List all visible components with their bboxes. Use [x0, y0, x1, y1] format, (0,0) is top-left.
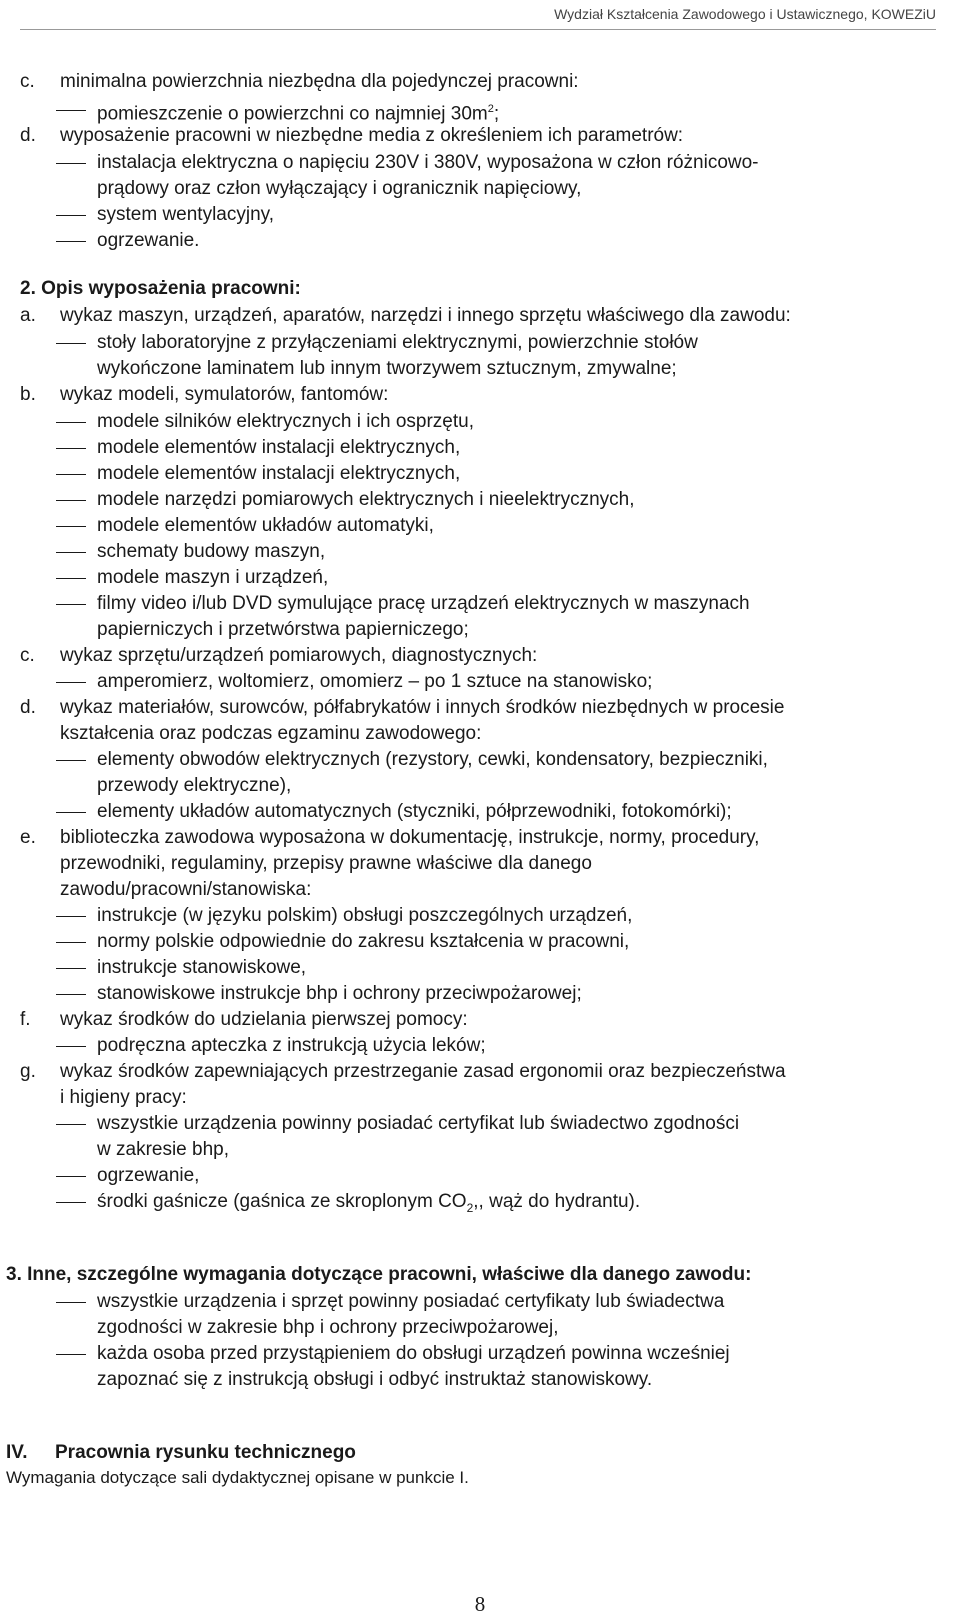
list-item-continuation: wykończone laminatem lub innym tworzywem sztucznym, zmywalne;: [97, 358, 677, 379]
list-marker: e.: [20, 827, 36, 848]
dash-bullet: [56, 604, 86, 605]
list-item: instalacja elektryczna o napięciu 230V i 380V, wyposażona w człon różnicowo-: [97, 152, 759, 173]
page-number: 8: [474, 1592, 486, 1616]
list-item-title: wykaz maszyn, urządzeń, aparatów, narzędzi i innego sprzętu właściwego dla zawodu:: [60, 305, 791, 326]
list-marker: f.: [20, 1009, 31, 1030]
dash-bullet: [56, 1046, 86, 1047]
list-item-continuation: prądowy oraz człon wyłączający i ogranicznik napięciowy,: [97, 178, 582, 199]
list-item-continuation: papierniczych i przetwórstwa papierniczego;: [97, 619, 469, 640]
dash-bullet: [56, 1354, 86, 1355]
list-item: modele maszyn i urządzeń,: [97, 567, 329, 588]
dash-bullet: [56, 500, 86, 501]
list-item: stoły laboratoryjne z przyłączeniami elektrycznymi, powierzchnie stołów: [97, 332, 698, 353]
list-item: amperomierz, woltomierz, omomierz – po 1 sztuce na stanowisko;: [97, 671, 653, 692]
list-item: instrukcje (w języku polskim) obsługi poszczególnych urządzeń,: [97, 905, 633, 926]
list-marker: b.: [20, 384, 36, 405]
section-text: Wymagania dotyczące sali dydaktycznej opisane w punkcie I.: [6, 1468, 469, 1487]
dash-bullet: [56, 578, 86, 579]
list-item-continuation: zapoznać się z instrukcją obsługi i odbyć instruktaż stanowiskowy.: [97, 1369, 653, 1390]
dash-bullet: [56, 110, 86, 111]
dash-bullet: [56, 241, 86, 242]
list-item: podręczna apteczka z instrukcją użycia leków;: [97, 1035, 486, 1056]
dash-bullet: [56, 215, 86, 216]
list-item: modele elementów instalacji elektrycznych,: [97, 463, 461, 484]
dash-bullet: [56, 1124, 86, 1125]
list-marker: g.: [20, 1061, 36, 1082]
list-item: środki gaśnicze (gaśnica ze skroplonym $CO_2$,, wąż do hydrantu).: [97, 1191, 641, 1215]
list-item: wszystkie urządzenia powinny posiadać certyfikat lub świadectwo zgodności: [97, 1113, 740, 1134]
dash-bullet: [56, 1176, 86, 1177]
dash-bullet: [56, 942, 86, 943]
dash-bullet: [56, 163, 86, 164]
list-item: elementy obwodów elektrycznych (rezystory, cewki, kondensatory, bezpieczniki,: [97, 749, 768, 770]
dash-bullet: [56, 968, 86, 969]
list-item-title-continuation: zawodu/pracowni/stanowiska:: [60, 879, 312, 900]
list-item-continuation: przewody elektryczne),: [97, 775, 292, 796]
list-item-title-continuation: kształcenia oraz podczas egzaminu zawodowego:: [60, 723, 482, 744]
list-item: filmy video i/lub DVD symulujące pracę urządzeń elektrycznych w maszynach: [97, 593, 750, 614]
list-item: instrukcje stanowiskowe,: [97, 957, 307, 978]
list-item-title-continuation: i higieny pracy:: [60, 1087, 187, 1108]
dash-bullet: [56, 994, 86, 995]
list-item-title: wykaz materiałów, surowców, półfabrykatów i innych środków niezbędnych w procesie: [60, 697, 785, 718]
list-item: system wentylacyjny,: [97, 204, 275, 225]
list-item: schematy budowy maszyn,: [97, 541, 326, 562]
section-number: IV.: [6, 1442, 28, 1463]
dash-bullet: [56, 448, 86, 449]
page-header: Wydział Kształcenia Zawodowego i Ustawicznego, KOWEZiU: [554, 6, 936, 22]
list-marker: c.: [20, 645, 35, 666]
dash-bullet: [56, 552, 86, 553]
list-item: ogrzewanie.: [97, 230, 200, 251]
list-marker: c.: [20, 71, 35, 92]
section-heading: 2. Opis wyposażenia pracowni:: [20, 278, 301, 299]
list-item: normy polskie odpowiednie do zakresu kształcenia w pracowni,: [97, 931, 630, 952]
list-item: modele narzędzi pomiarowych elektrycznych i nieelektrycznych,: [97, 489, 635, 510]
dash-bullet: [56, 916, 86, 917]
list-item-title: minimalna powierzchnia niezbędna dla pojedynczej pracowni:: [60, 71, 579, 92]
list-marker: d.: [20, 697, 36, 718]
dash-bullet: [56, 682, 86, 683]
list-item: ogrzewanie,: [97, 1165, 200, 1186]
dash-bullet: [56, 760, 86, 761]
list-item: elementy układów automatycznych (styczniki, półprzewodniki, fotokomórki);: [97, 801, 732, 822]
dash-bullet: [56, 812, 86, 813]
list-item-continuation: w zakresie bhp,: [97, 1139, 230, 1160]
section-heading: 3. Inne, szczególne wymagania dotyczące pracowni, właściwe dla danego zawodu:: [6, 1264, 752, 1285]
dash-bullet: [56, 343, 86, 344]
list-item: każda osoba przed przystąpieniem do obsługi urządzeń powinna wcześniej: [97, 1343, 730, 1364]
list-item-title: wykaz środków do udzielania pierwszej pomocy:: [60, 1009, 468, 1030]
list-item-title-continuation: przewodniki, regulaminy, przepisy prawne właściwe dla danego: [60, 853, 592, 874]
list-item-title: biblioteczka zawodowa wyposażona w dokumentację, instrukcje, normy, procedury,: [60, 827, 760, 848]
list-item-title: wykaz sprzętu/urządzeń pomiarowych, diagnostycznych:: [60, 645, 538, 666]
dash-bullet: [56, 1202, 86, 1203]
list-item-title: wyposażenie pracowni w niezbędne media z określeniem ich parametrów:: [60, 125, 684, 146]
list-item: modele elementów układów automatyki,: [97, 515, 434, 536]
list-marker: d.: [20, 125, 36, 146]
list-marker: a.: [20, 305, 36, 326]
list-item: stanowiskowe instrukcje bhp i ochrony przeciwpożarowej;: [97, 983, 582, 1004]
list-item-title: wykaz środków zapewniających przestrzeganie zasad ergonomii oraz bezpieczeństwa: [60, 1061, 786, 1082]
list-item: modele silników elektrycznych i ich osprzętu,: [97, 411, 474, 432]
list-item-title: wykaz modeli, symulatorów, fantomów:: [60, 384, 389, 405]
list-item: pomieszczenie o powierzchni co najmniej $30m^2$;: [97, 103, 500, 125]
dash-bullet: [56, 1302, 86, 1303]
list-item: modele elementów instalacji elektrycznych,: [97, 437, 461, 458]
list-item: wszystkie urządzenia i sprzęt powinny posiadać certyfikaty lub świadectwa: [97, 1291, 725, 1312]
header-divider: [20, 29, 936, 30]
dash-bullet: [56, 526, 86, 527]
section-heading: Pracownia rysunku technicznego: [55, 1442, 356, 1463]
dash-bullet: [56, 422, 86, 423]
list-item-continuation: zgodności w zakresie bhp i ochrony przeciwpożarowej,: [97, 1317, 559, 1338]
dash-bullet: [56, 474, 86, 475]
